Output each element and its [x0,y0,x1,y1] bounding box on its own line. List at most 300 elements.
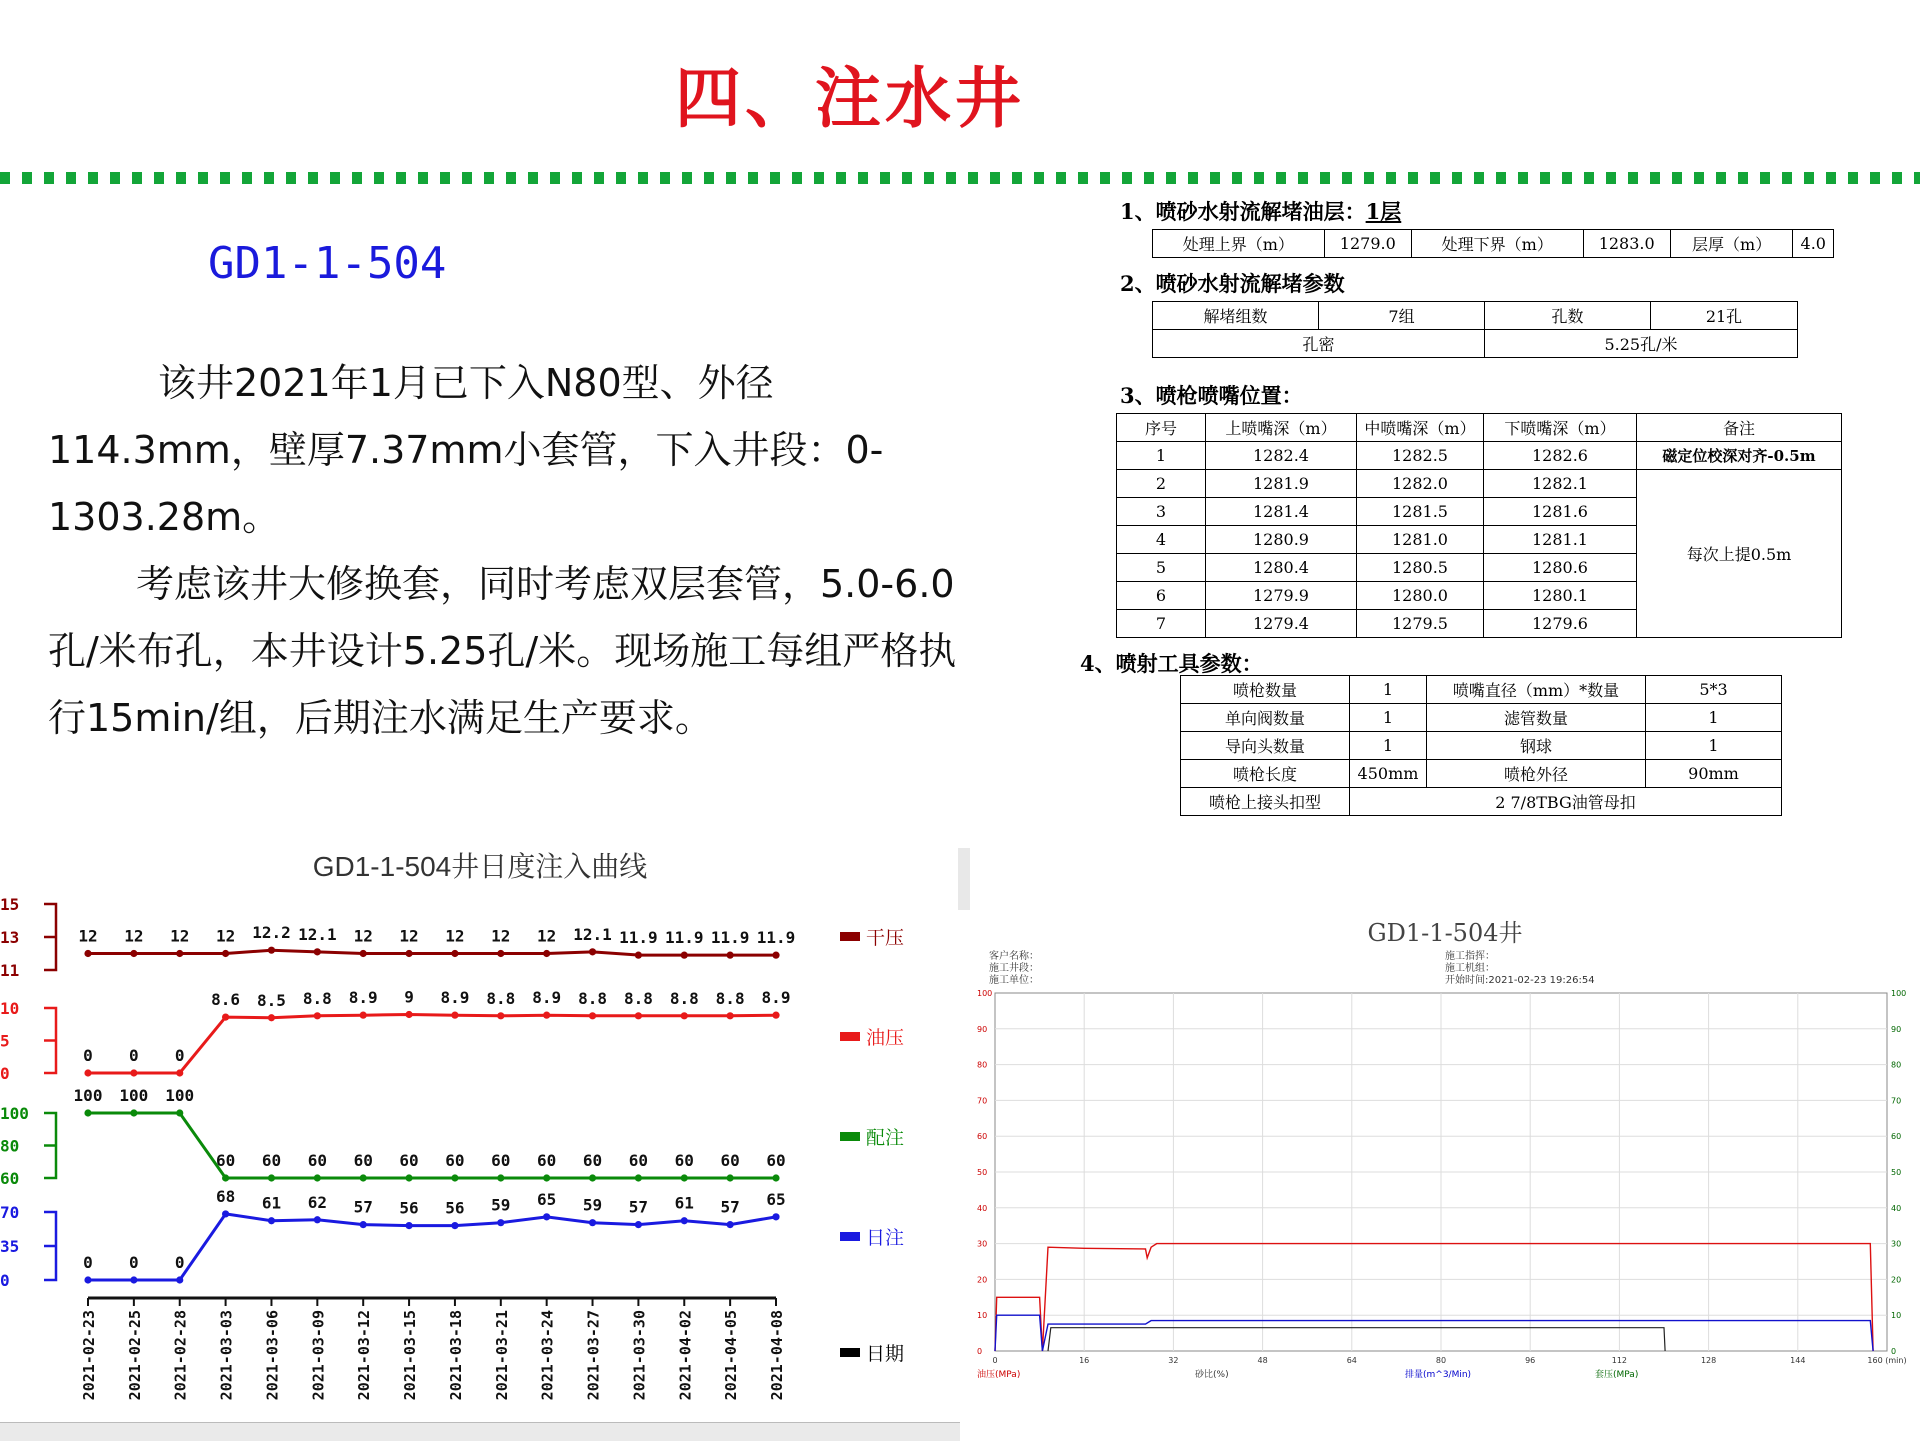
data-point [635,1221,642,1228]
x-tick-label: 64 [1346,1356,1357,1365]
data-label: 59 [582,1195,603,1215]
cell: 6 [1117,582,1206,610]
data-label: 57 [628,1197,649,1217]
data-point [772,1174,779,1181]
data-point [130,1276,137,1283]
x-tick-label: 160 (min) [1867,1356,1907,1365]
data-label: 8.8 [486,988,516,1008]
legend-swatch [840,1032,860,1041]
data-point [772,952,779,959]
data-point [176,1276,183,1283]
y-tick-label-right: 50 [1891,1168,1902,1177]
x-tick-label: 2021-03-12 [355,1310,374,1401]
data-label: 12.1 [298,924,337,944]
data-point [176,950,183,957]
data-label: 65 [766,1189,786,1209]
data-label: 60 [445,1151,465,1170]
header-cell: 备注 [1637,414,1842,442]
data-point [772,1012,779,1019]
cell: 5 [1117,554,1206,582]
y-tick-label-right: 20 [1891,1275,1902,1285]
data-point [405,950,412,957]
data-label: 56 [399,1198,419,1218]
y-tick-label: 20 [977,1275,988,1285]
data-point [543,1174,550,1181]
well-name: GD1-1-504 [208,238,447,289]
data-point [681,1012,688,1019]
cell: 1282.5 [1357,442,1484,470]
cell: 处理下界（m） [1411,230,1583,258]
data-label: 61 [674,1193,694,1213]
cell: 1282.0 [1357,470,1484,498]
cell: 4 [1117,526,1206,554]
cell: 1281.1 [1484,526,1637,554]
cell: 1281.0 [1357,526,1484,554]
info-right: 施工机组： [1445,963,1495,974]
data-label: 12 [353,926,373,946]
data-label: 60 [628,1151,649,1170]
data-point [589,1174,596,1181]
y-tick-label: 40 [977,1203,988,1213]
data-label: 100 [73,1086,103,1105]
data-label: 8.8 [578,988,607,1008]
data-point [268,1217,275,1224]
data-label: 0 [129,1253,139,1272]
data-point [360,1174,367,1181]
cell: 2 7/8TBG油管母扣 [1350,788,1782,816]
x-tick-label: 32 [1168,1356,1179,1365]
x-tick-label: 128 [1700,1356,1717,1365]
legend-swatch [840,932,860,941]
data-point [497,1012,504,1019]
data-label: 12 [537,926,557,946]
info-left: 客户名称： [989,951,1039,962]
data-label: 8.9 [532,988,562,1008]
data-point [84,1276,91,1283]
cell: 喷枪上接头扣型 [1181,788,1350,816]
cell: 1 [1646,704,1782,732]
axis-tick-label: 35 [0,1237,20,1256]
legend-label: 排量(m^3/Min) [1405,1370,1472,1380]
chart-title: GD1-1-504井日度注入曲线 [312,851,648,882]
data-point [130,950,137,957]
construction-curve-chart [975,915,1920,1385]
cell: 1280.6 [1484,554,1637,582]
cell: 孔密 [1153,330,1485,358]
data-label: 11.9 [710,928,750,948]
series-line-日注 [88,1214,776,1280]
cell: 1 [1350,704,1427,732]
chart-title: GD1-1-504井 [1367,919,1523,947]
cell: 喷嘴直径（mm）*数量 [1427,676,1646,704]
data-label: 60 [307,1151,327,1170]
data-label: 60 [353,1151,373,1170]
table-row [1181,732,1782,760]
data-label: 8.9 [761,988,791,1008]
data-point [727,1221,734,1228]
section3-heading: 3、喷枪喷嘴位置： [1120,383,1303,408]
cell: 喷枪外径 [1427,760,1646,788]
series-line-油压 [88,1015,776,1074]
axis-tick-label: 80 [0,1136,20,1156]
header-cell: 中喷嘴深（m） [1357,414,1484,442]
axis-tick-label: 70 [0,1203,20,1222]
data-label: 0 [83,1253,93,1272]
data-point [451,1174,458,1181]
legend-swatch [840,1132,860,1141]
cell: 90mm [1646,760,1782,788]
legend-label: 干压 [866,927,905,949]
data-point [84,950,91,957]
data-label: 56 [445,1198,465,1218]
legend-label: 砂比(%) [1195,1370,1229,1380]
data-point [314,948,321,955]
header-cell: 序号 [1117,414,1206,442]
y-tick-label: 60 [977,1132,988,1142]
y-tick-label-right: 80 [1891,1060,1902,1070]
section2-table [1152,301,1798,358]
cell: 1279.9 [1206,582,1357,610]
legend-label: 日期 [866,1343,905,1365]
x-tick-label: 2021-04-02 [676,1310,695,1401]
data-point [222,1014,229,1021]
data-point [176,1109,183,1116]
x-tick-label: 2021-02-25 [125,1310,144,1401]
y-tick-label-right: 70 [1891,1096,1902,1106]
y-tick-label-right: 40 [1891,1203,1902,1213]
data-point [268,947,275,954]
data-label: 12 [124,926,144,946]
series-line-干压 [88,950,776,955]
table-row [1117,442,1842,470]
data-label: 8.8 [669,988,699,1008]
data-point [635,1174,642,1181]
table-row [1117,470,1842,498]
cell: 7组 [1319,302,1485,330]
data-label: 8.6 [211,990,241,1010]
data-point [681,952,688,959]
data-point [727,952,734,959]
data-point [268,1014,275,1021]
x-tick-label: 2021-02-28 [171,1310,190,1401]
trace-displacement [995,1315,1873,1351]
cell: 1280.1 [1484,582,1637,610]
data-label: 0 [174,1253,185,1272]
data-point [314,1216,321,1223]
y-tick-label: 30 [977,1239,988,1249]
data-point [314,1174,321,1181]
data-label: 0 [129,1046,139,1065]
x-tick-label: 80 [1435,1356,1447,1365]
y-tick-label-right: 0 [1891,1347,1897,1356]
cell: 450mm [1350,760,1427,788]
data-point [130,1069,137,1076]
data-point [635,952,642,959]
data-point [681,1174,688,1181]
data-label: 68 [215,1186,236,1206]
data-point [727,1012,734,1019]
cell: 1282.6 [1484,442,1637,470]
data-label: 9 [404,987,414,1007]
legend-label: 油压 [866,1027,905,1049]
data-point [222,1174,229,1181]
cell: 1279.0 [1324,230,1411,258]
axis-tick-label: 0 [0,1271,10,1290]
y-tick-label: 90 [977,1024,988,1034]
note-cell: 磁定位校深对齐-0.5m [1637,442,1842,470]
data-label: 59 [491,1195,511,1215]
description [48,350,968,752]
axis-tick-label: 0 [0,1064,10,1083]
legend-swatch [840,1232,860,1241]
daily-injection-chart [0,848,960,1423]
cell: 1 [1350,732,1427,760]
y-tick-label: 70 [977,1096,988,1106]
data-label: 60 [537,1151,557,1170]
data-point [497,950,504,957]
chart-toolbar[interactable] [0,1422,960,1441]
data-label: 12 [78,926,98,946]
cell: 1282.1 [1484,470,1637,498]
x-tick-label: 2021-03-21 [492,1310,511,1401]
y-tick-label: 100 [977,989,993,998]
cell: 滤管数量 [1427,704,1646,732]
axis-tick-label: 15 [0,895,20,914]
x-tick-label: 2021-03-18 [446,1310,465,1401]
x-tick-label: 2021-04-05 [722,1310,741,1401]
data-label: 8.5 [257,990,286,1010]
trace-oil-pressure [995,1244,1873,1351]
axis-tick-label: 10 [0,999,20,1018]
y-tick-label-right: 30 [1891,1239,1902,1249]
header-cell: 上喷嘴深（m） [1206,414,1357,442]
data-point [405,1174,412,1181]
data-point [268,1174,275,1181]
data-point [589,1012,596,1019]
cell: 2 [1117,470,1206,498]
x-tick-label: 2021-04-08 [768,1310,786,1401]
cell: 5*3 [1646,676,1782,704]
table-row [1181,704,1782,732]
data-point [222,950,229,957]
data-point [451,1222,458,1229]
legend-label: 配注 [866,1127,905,1149]
data-point [84,1069,91,1076]
x-tick-label: 0 [992,1356,998,1365]
table-row [1181,788,1782,816]
cell: 5.25孔/米 [1485,330,1798,358]
cell: 4.0 [1793,230,1834,258]
cell: 1280.0 [1357,582,1484,610]
cell: 处理上界（m） [1153,230,1325,258]
data-label: 57 [353,1197,373,1217]
info-right: 施工指挥： [1445,951,1495,962]
data-label: 8.9 [348,988,378,1008]
axis-tick-label: 11 [0,961,20,980]
data-label: 12 [491,926,511,946]
x-tick-label: 2021-03-09 [309,1310,328,1401]
axis-tick-label: 100 [0,1104,29,1123]
legend-label: 套压(MPa) [1595,1370,1639,1380]
data-point [314,1012,321,1019]
info-left: 施工井段： [989,963,1039,974]
data-label: 0 [83,1046,93,1065]
data-label: 11.9 [665,928,704,948]
data-label: 60 [491,1151,511,1170]
data-point [451,950,458,957]
data-label: 65 [537,1189,557,1209]
section1-value: 1层 [1365,199,1402,224]
data-label: 12.1 [573,924,612,944]
section1-heading-text: 1、喷砂水射流解堵油层： [1120,199,1366,224]
data-point [451,1012,458,1019]
x-tick-label: 2021-03-27 [584,1310,603,1401]
data-point [176,1069,183,1076]
info-left: 施工单位： [989,975,1039,986]
cell: 1280.5 [1357,554,1484,582]
x-tick-label: 2021-03-30 [630,1310,649,1401]
dotted-divider [0,172,1920,184]
data-label: 57 [720,1197,740,1217]
data-label: 60 [582,1151,603,1170]
legend-label: 日注 [866,1227,905,1249]
cell: 孔数 [1485,302,1651,330]
cell: 钢球 [1427,732,1646,760]
cell: 1 [1117,442,1206,470]
data-point [360,1012,367,1019]
header-cell: 下喷嘴深（m） [1484,414,1637,442]
data-point [222,1210,229,1217]
data-label: 8.9 [440,988,470,1008]
cell: 1281.5 [1357,498,1484,526]
cell: 层厚（m） [1670,230,1793,258]
data-point [130,1109,137,1116]
cell: 单向阀数量 [1181,704,1350,732]
data-point [589,1219,596,1226]
data-point [543,1012,550,1019]
cell: 导向头数量 [1181,732,1350,760]
cell: 1282.4 [1206,442,1357,470]
data-label: 100 [165,1086,195,1105]
data-point [497,1219,504,1226]
x-tick-label: 16 [1079,1356,1090,1365]
legend-swatch [840,1348,860,1357]
x-tick-label: 2021-03-24 [538,1310,557,1401]
data-label: 11.9 [619,928,658,948]
data-point [405,1222,412,1229]
axis-tick-label: 13 [0,928,20,947]
y-tick-label-right: 60 [1891,1132,1902,1142]
nozzle-position-table [1116,413,1842,638]
page-title: 四、注水井 [675,60,1025,137]
info-right: 开始时间:2021-02-23 19:26:54 [1445,975,1595,986]
cell: 1281.4 [1206,498,1357,526]
y-tick-label: 50 [977,1168,988,1177]
cell: 21孔 [1651,302,1798,330]
cell: 解堵组数 [1153,302,1319,330]
y-tick-label: 10 [977,1311,988,1321]
cell: 1281.6 [1484,498,1637,526]
table-row [1181,676,1782,704]
data-point [543,950,550,957]
y-tick-label-right: 10 [1891,1311,1902,1321]
data-label: 8.8 [715,988,745,1008]
cell: 3 [1117,498,1206,526]
x-tick-label: 2021-03-03 [217,1310,236,1401]
description-paragraph-2: 考虑该井大修换套，同时考虑双层套管，5.0-6.0孔/米布孔，本井设计5.25孔/米。现场施工每组严格执行15min/组，后期注水满足生产要求。 [48,562,957,740]
data-label: 12 [399,926,419,946]
data-point [360,950,367,957]
data-point [543,1213,550,1220]
data-label: 0 [174,1046,185,1065]
data-label: 12 [445,926,465,946]
x-tick-label: 2021-03-15 [401,1310,420,1401]
data-point [497,1174,504,1181]
data-point [635,1012,642,1019]
data-point [589,948,596,955]
data-label: 12.2 [252,923,291,943]
data-label: 60 [720,1151,740,1170]
data-label: 60 [399,1151,419,1170]
x-tick-label: 2021-02-23 [80,1310,98,1401]
x-tick-label: 112 [1611,1356,1628,1365]
cell: 1279.6 [1484,610,1637,638]
cell: 1283.0 [1583,230,1670,258]
description-paragraph-1: 该井2021年1月已下入N80型、外径114.3mm，壁厚7.37mm小套管，下入井段：0-1303.28m。 [48,361,884,539]
cell: 喷枪数量 [1181,676,1350,704]
data-label: 60 [215,1151,236,1170]
data-point [84,1109,91,1116]
x-tick-label: 2021-03-06 [263,1310,282,1401]
section1-table [1152,229,1834,258]
trace-sand-ratio [1048,1328,1665,1351]
series-line-配注 [88,1113,776,1178]
data-label: 60 [261,1151,282,1170]
cell: 1280.9 [1206,526,1357,554]
data-point [405,1011,412,1018]
x-tick-label: 96 [1525,1356,1536,1365]
data-label: 12 [215,926,236,946]
data-point [727,1174,734,1181]
data-label: 12 [170,926,190,946]
y-tick-label: 0 [977,1347,983,1356]
data-label: 60 [766,1151,786,1170]
legend-label: 油压(MPa) [977,1370,1021,1380]
data-label: 100 [119,1086,149,1105]
data-label: 11.9 [756,928,796,948]
cell: 1 [1646,732,1782,760]
note-cell: 每次上提0.5m [1637,470,1842,638]
data-label: 60 [674,1151,694,1170]
y-tick-label-right: 100 [1891,989,1907,998]
y-tick-label: 80 [977,1060,988,1070]
x-tick-label: 144 [1790,1356,1806,1365]
table-row [1181,760,1782,788]
tool-params-table [1180,675,1782,816]
section4-heading: 4、喷射工具参数： [1080,651,1263,676]
cell: 1 [1350,676,1427,704]
data-label: 8.8 [623,988,653,1008]
cell: 1279.5 [1357,610,1484,638]
y-tick-label-right: 90 [1891,1024,1902,1034]
data-point [681,1217,688,1224]
cell: 7 [1117,610,1206,638]
axis-tick-label: 5 [0,1031,10,1051]
section2-heading: 2、喷砂水射流解堵参数 [1120,271,1345,296]
section1-heading [1120,196,1401,226]
axis-tick-label: 60 [0,1169,20,1188]
data-label: 61 [261,1193,282,1213]
